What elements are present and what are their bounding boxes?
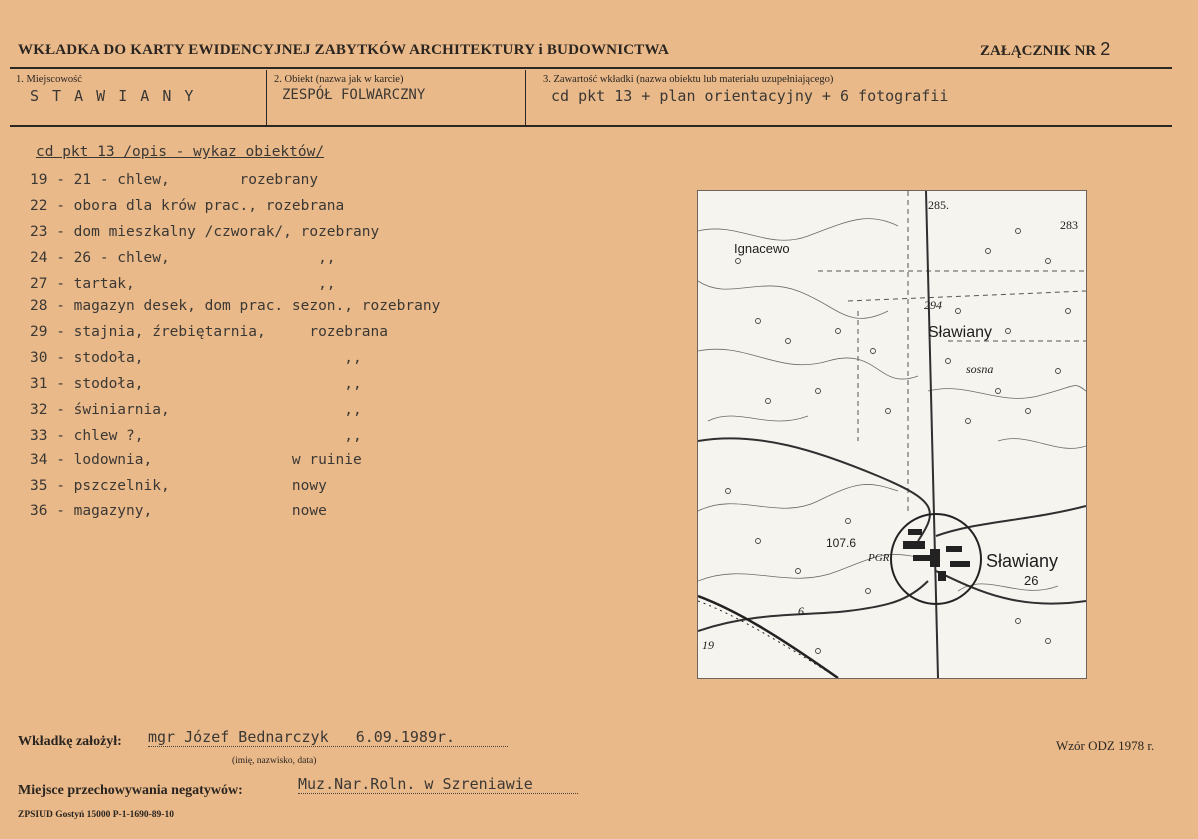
list-item: 28 - magazyn desek, dom prac. sezon., rozebrany	[30, 298, 441, 314]
list-item: 24 - 26 - chlew, ,,	[30, 250, 336, 266]
map-label-6: 6	[798, 604, 804, 618]
field-divider-1	[266, 70, 267, 125]
storage-label: Miejsce przechowywania negatywów:	[18, 783, 243, 798]
map-label-294: 294	[924, 298, 942, 312]
map-label-283: 283	[1060, 218, 1078, 232]
annex-label	[980, 39, 1110, 60]
map-label-ignacewo: Ignacewo	[734, 241, 790, 256]
orientation-map	[697, 190, 1087, 679]
form-model: Wzór ODZ 1978 r.	[1056, 738, 1155, 753]
field-2-label: 2. Obiekt (nazwa jak w karcie)	[274, 74, 404, 85]
map-label-107: 107.6	[826, 536, 857, 550]
field-3	[543, 74, 1163, 124]
map-label-pgr: PGR	[868, 552, 890, 564]
list-item: 23 - dom mieszkalny /czworak/, rozebrany	[30, 224, 380, 240]
top-rule	[10, 67, 1172, 69]
map-label-285: 285.	[928, 198, 949, 212]
printer-info: ZPSIUD Gostyń 15000 P-1-1690-89-10	[18, 810, 174, 820]
field-divider-2	[525, 70, 526, 125]
list-item: 34 - lodownia, w ruinie	[30, 452, 362, 468]
founder-label: Wkładkę założył:	[18, 734, 122, 749]
list-item: 27 - tartak, ,,	[30, 276, 336, 292]
field-1	[16, 74, 266, 124]
form-title: WKŁADKA DO KARTY EWIDENCYJNEJ ZABYTKÓW ARCHITEKTURY i BUDOWNICTWA	[18, 42, 670, 58]
list-item: 30 - stodoła, ,,	[30, 350, 362, 366]
map-label-slawiany-top: Sławiany	[928, 324, 993, 341]
list-item: 36 - magazyny, nowe	[30, 503, 327, 519]
field-1-label: 1. Miejscowość	[16, 74, 82, 85]
list-item: 33 - chlew ?, ,,	[30, 428, 362, 444]
map-label-slawiany-bottom: Sławiany	[986, 551, 1059, 571]
founder-hint: (imię, nazwisko, data)	[232, 756, 317, 766]
storage-value: Muz.Nar.Roln. w Szreniawie	[298, 775, 578, 794]
map-label-26: 26	[1024, 573, 1039, 588]
field-2	[274, 74, 524, 124]
map-drawing	[698, 191, 1086, 678]
list-item: 35 - pszczelnik, nowy	[30, 478, 327, 494]
field-3-label: 3. Zawartość wkładki (nazwa obiektu lub materiału uzupełniającego)	[543, 74, 834, 85]
annex-number: 2	[1100, 39, 1111, 59]
list-item: 32 - świniarnia, ,,	[30, 402, 362, 418]
map-label-sosna: sosna	[966, 362, 994, 376]
founder-value: mgr Józef Bednarczyk 6.09.1989r.	[148, 728, 508, 747]
annex-label-text: ZAŁĄCZNIK NR	[980, 43, 1097, 59]
field-2-value: ZESPÓŁ FOLWARCZNY	[282, 87, 426, 103]
fields-bottom-rule	[10, 125, 1172, 127]
map-label-19: 19	[702, 638, 714, 652]
list-item: 29 - stajnia, źrebiętarnia, rozebrana	[30, 324, 388, 340]
content-heading: cd pkt 13 /opis - wykaz obiektów/	[36, 144, 325, 160]
field-1-value: S T A W I A N Y	[30, 87, 196, 105]
list-item: 22 - obora dla krów prac., rozebrana	[30, 198, 345, 214]
list-item: 31 - stodoła, ,,	[30, 376, 362, 392]
field-3-value: cd pkt 13 + plan orientacyjny + 6 fotografii	[551, 87, 949, 105]
list-item: 19 - 21 - chlew, rozebrany	[30, 172, 319, 188]
